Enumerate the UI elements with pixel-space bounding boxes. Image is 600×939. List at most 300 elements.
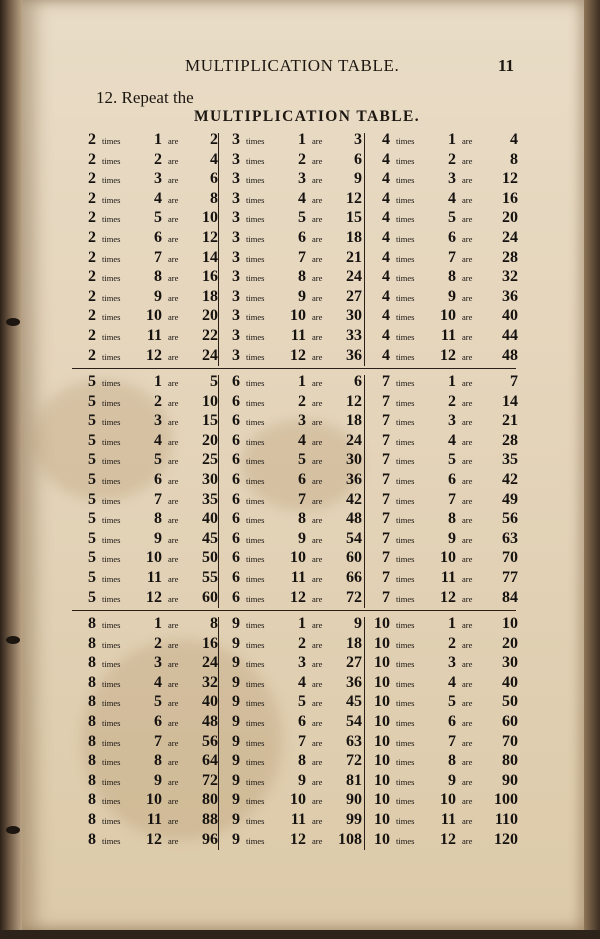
times-word: times bbox=[102, 593, 121, 604]
table-row bbox=[76, 811, 218, 831]
multiplicand: 4 bbox=[382, 327, 390, 344]
are-word: are bbox=[462, 312, 473, 323]
table-row bbox=[368, 530, 518, 550]
are-word: are bbox=[462, 639, 473, 650]
product: 45 bbox=[346, 693, 362, 711]
times-word: times bbox=[102, 776, 121, 787]
multiplier: 10 bbox=[290, 791, 306, 809]
times-word: times bbox=[396, 273, 415, 284]
are-word: are bbox=[168, 155, 179, 166]
product: 60 bbox=[502, 713, 518, 730]
table-row bbox=[222, 654, 362, 674]
column-divider bbox=[364, 375, 365, 608]
multiplicand: 3 bbox=[232, 307, 240, 325]
times-word: times bbox=[246, 397, 265, 408]
multiplier: 12 bbox=[440, 346, 456, 364]
are-word: are bbox=[168, 292, 179, 303]
product: 22 bbox=[202, 327, 218, 344]
table-row bbox=[222, 190, 362, 210]
table-row bbox=[222, 471, 362, 491]
are-word: are bbox=[312, 436, 323, 447]
product: 48 bbox=[502, 346, 518, 364]
are-word: are bbox=[312, 718, 323, 728]
multiplicand: 5 bbox=[88, 588, 96, 606]
table-row bbox=[222, 589, 362, 609]
product: 18 bbox=[346, 229, 362, 246]
are-word: are bbox=[168, 678, 179, 689]
multiplier: 8 bbox=[298, 510, 306, 528]
are-word: are bbox=[312, 495, 323, 506]
are-word: are bbox=[462, 698, 473, 709]
multiplier: 5 bbox=[448, 209, 456, 227]
are-word: are bbox=[462, 155, 473, 166]
table-row bbox=[76, 209, 218, 229]
multiplicand: 6 bbox=[232, 471, 240, 488]
times-word: times bbox=[102, 194, 121, 205]
are-word: are bbox=[312, 214, 323, 225]
multiplicand: 3 bbox=[232, 209, 240, 227]
are-word: are bbox=[462, 776, 473, 787]
product: 15 bbox=[346, 209, 362, 227]
running-title: MULTIPLICATION TABLE. bbox=[185, 56, 400, 75]
times-word: times bbox=[102, 397, 121, 408]
multiplier: 11 bbox=[440, 327, 456, 344]
multiplier: 2 bbox=[154, 392, 162, 410]
table-row bbox=[222, 307, 362, 327]
product: 9 bbox=[354, 170, 362, 188]
table-row bbox=[222, 752, 362, 772]
multiplicand: 7 bbox=[382, 431, 390, 449]
multiplier: 10 bbox=[146, 549, 162, 567]
multiplier: 6 bbox=[298, 229, 306, 246]
multiplier: 4 bbox=[154, 431, 162, 449]
are-word: are bbox=[168, 659, 179, 670]
multiplicand: 2 bbox=[88, 287, 96, 305]
table-row bbox=[76, 131, 218, 151]
multiplicand: 3 bbox=[232, 346, 240, 364]
table-row bbox=[76, 471, 218, 491]
product: 54 bbox=[346, 713, 362, 730]
multiplicand: 10 bbox=[374, 791, 390, 809]
times-word: times bbox=[396, 757, 415, 768]
multiplier: 10 bbox=[290, 549, 306, 567]
times-word: times bbox=[102, 214, 121, 225]
multiplier: 1 bbox=[298, 131, 306, 148]
table-row bbox=[222, 170, 362, 190]
are-word: are bbox=[312, 534, 323, 545]
table-row bbox=[368, 412, 518, 432]
multiplier: 11 bbox=[146, 569, 162, 586]
multiplicand: 6 bbox=[232, 490, 240, 508]
times-word: times bbox=[246, 796, 265, 807]
table-row bbox=[222, 569, 362, 589]
column-divider bbox=[218, 133, 219, 366]
times-word: times bbox=[246, 351, 265, 362]
times-word: times bbox=[396, 737, 415, 748]
are-word: are bbox=[462, 737, 473, 748]
multiplicand: 8 bbox=[88, 673, 96, 691]
are-word: are bbox=[168, 194, 179, 205]
product: 72 bbox=[346, 752, 362, 770]
are-word: are bbox=[462, 593, 473, 604]
are-word: are bbox=[312, 292, 323, 303]
table-row bbox=[76, 347, 218, 367]
times-word: times bbox=[102, 456, 121, 467]
table-row bbox=[222, 811, 362, 831]
multiplier: 11 bbox=[290, 327, 306, 344]
table-row bbox=[222, 131, 362, 151]
product: 70 bbox=[502, 732, 518, 750]
multiplier: 9 bbox=[154, 529, 162, 547]
are-word: are bbox=[462, 234, 473, 244]
multiplicand: 5 bbox=[88, 373, 96, 390]
are-word: are bbox=[168, 456, 179, 467]
are-word: are bbox=[168, 332, 179, 342]
multiplicand: 4 bbox=[382, 307, 390, 325]
multiplier: 7 bbox=[298, 248, 306, 266]
multiplier: 9 bbox=[154, 771, 162, 789]
page-number: 11 bbox=[498, 56, 515, 75]
table-row bbox=[76, 229, 218, 249]
table-row bbox=[222, 831, 362, 851]
are-word: are bbox=[462, 796, 473, 807]
are-word: are bbox=[168, 495, 179, 506]
multiplier: 6 bbox=[154, 713, 162, 730]
multiplier: 7 bbox=[298, 732, 306, 750]
multiplier: 12 bbox=[290, 346, 306, 364]
multiplier: 8 bbox=[448, 752, 456, 770]
are-word: are bbox=[168, 476, 179, 486]
table-row bbox=[76, 549, 218, 569]
product: 5 bbox=[210, 373, 218, 390]
table-row bbox=[76, 393, 218, 413]
multiplicand: 2 bbox=[88, 268, 96, 286]
product: 16 bbox=[502, 189, 518, 207]
multiplicand: 3 bbox=[232, 268, 240, 286]
product: 30 bbox=[202, 471, 218, 488]
are-word: are bbox=[462, 835, 473, 846]
multiplicand: 4 bbox=[382, 346, 390, 364]
table-row bbox=[222, 412, 362, 432]
binding-hole bbox=[6, 318, 20, 326]
table-row bbox=[76, 674, 218, 694]
multiplicand: 2 bbox=[88, 248, 96, 266]
table-row bbox=[368, 811, 518, 831]
multiplicand: 7 bbox=[382, 529, 390, 547]
multiplicand: 5 bbox=[88, 569, 96, 586]
times-word: times bbox=[246, 659, 265, 670]
table-row bbox=[368, 131, 518, 151]
product: 48 bbox=[202, 713, 218, 730]
product: 30 bbox=[502, 654, 518, 672]
multiplicand: 8 bbox=[88, 811, 96, 828]
product: 16 bbox=[202, 634, 218, 652]
are-word: are bbox=[312, 175, 323, 186]
are-word: are bbox=[462, 574, 473, 584]
table-row bbox=[368, 772, 518, 792]
table-row bbox=[222, 373, 362, 393]
multiplicand: 4 bbox=[382, 229, 390, 246]
times-word: times bbox=[102, 292, 121, 303]
table-row bbox=[368, 510, 518, 530]
product: 88 bbox=[202, 811, 218, 828]
multiplier: 11 bbox=[440, 811, 456, 828]
times-word: times bbox=[102, 534, 121, 545]
multiplicand: 2 bbox=[88, 209, 96, 227]
multiplicand: 3 bbox=[232, 248, 240, 266]
times-word: times bbox=[102, 136, 121, 146]
are-word: are bbox=[462, 456, 473, 467]
multiplicand: 10 bbox=[374, 771, 390, 789]
are-word: are bbox=[168, 620, 179, 630]
times-word: times bbox=[396, 175, 415, 186]
are-word: are bbox=[462, 620, 473, 630]
multiplier: 3 bbox=[154, 170, 162, 188]
multiplicand: 10 bbox=[374, 693, 390, 711]
multiplier: 5 bbox=[298, 209, 306, 227]
table-row bbox=[368, 307, 518, 327]
are-word: are bbox=[168, 835, 179, 846]
table-row bbox=[368, 451, 518, 471]
multiplier: 4 bbox=[298, 189, 306, 207]
table-row bbox=[368, 170, 518, 190]
are-word: are bbox=[462, 678, 473, 689]
multiplier: 9 bbox=[298, 529, 306, 547]
table-row bbox=[368, 229, 518, 249]
table-row bbox=[222, 451, 362, 471]
times-word: times bbox=[246, 312, 265, 323]
times-word: times bbox=[246, 234, 265, 244]
multiplier: 3 bbox=[448, 412, 456, 430]
table-row bbox=[222, 733, 362, 753]
multiplicand: 2 bbox=[88, 307, 96, 325]
are-word: are bbox=[312, 332, 323, 342]
multiplier: 2 bbox=[298, 634, 306, 652]
are-word: are bbox=[462, 194, 473, 205]
table-row bbox=[76, 451, 218, 471]
times-word: times bbox=[246, 698, 265, 709]
are-word: are bbox=[462, 436, 473, 447]
multiplier: 3 bbox=[154, 654, 162, 672]
table-row bbox=[76, 752, 218, 772]
product: 99 bbox=[346, 811, 362, 828]
are-word: are bbox=[168, 378, 179, 388]
table-row bbox=[76, 569, 218, 589]
times-word: times bbox=[246, 214, 265, 225]
multiplicand: 7 bbox=[382, 412, 390, 430]
multiplicand: 8 bbox=[88, 634, 96, 652]
times-word: times bbox=[246, 737, 265, 748]
are-word: are bbox=[168, 757, 179, 768]
multiplicand: 2 bbox=[88, 327, 96, 344]
product: 24 bbox=[502, 229, 518, 246]
multiplicand: 3 bbox=[232, 229, 240, 246]
product: 33 bbox=[346, 327, 362, 344]
multiplicand: 10 bbox=[374, 634, 390, 652]
are-word: are bbox=[168, 574, 179, 584]
product: 80 bbox=[202, 791, 218, 809]
times-word: times bbox=[246, 757, 265, 768]
times-word: times bbox=[246, 639, 265, 650]
multiplier: 1 bbox=[298, 373, 306, 390]
are-word: are bbox=[312, 639, 323, 650]
times-word: times bbox=[102, 253, 121, 264]
table-row bbox=[76, 791, 218, 811]
times-word: times bbox=[396, 639, 415, 650]
multiplicand: 7 bbox=[382, 373, 390, 390]
multiplicand: 5 bbox=[88, 451, 96, 469]
times-word: times bbox=[396, 332, 415, 342]
product: 45 bbox=[202, 529, 218, 547]
times-word: times bbox=[396, 234, 415, 244]
are-word: are bbox=[168, 234, 179, 244]
times-word: times bbox=[102, 476, 121, 486]
multiplier: 6 bbox=[448, 471, 456, 488]
are-word: are bbox=[168, 214, 179, 225]
product: 12 bbox=[346, 189, 362, 207]
product: 90 bbox=[502, 771, 518, 789]
times-word: times bbox=[102, 718, 121, 728]
multiplicand: 3 bbox=[232, 131, 240, 148]
are-word: are bbox=[312, 273, 323, 284]
multiplier: 12 bbox=[146, 346, 162, 364]
product: 35 bbox=[202, 490, 218, 508]
multiplier: 7 bbox=[154, 732, 162, 750]
times-word: times bbox=[102, 659, 121, 670]
are-word: are bbox=[312, 234, 323, 244]
multiplicand: 4 bbox=[382, 287, 390, 305]
table-row bbox=[368, 589, 518, 609]
table-row bbox=[222, 347, 362, 367]
multiplier: 1 bbox=[154, 615, 162, 632]
times-word: times bbox=[246, 476, 265, 486]
page-bottom-edge bbox=[0, 930, 600, 939]
multiplicand: 8 bbox=[88, 615, 96, 632]
times-word: times bbox=[396, 351, 415, 362]
multiplier: 6 bbox=[298, 471, 306, 488]
table-row bbox=[368, 791, 518, 811]
multiplicand: 6 bbox=[232, 588, 240, 606]
multiplier: 8 bbox=[154, 510, 162, 528]
table-row bbox=[76, 412, 218, 432]
multiplier: 6 bbox=[448, 713, 456, 730]
multiplicand: 9 bbox=[232, 693, 240, 711]
are-word: are bbox=[168, 554, 179, 565]
product: 20 bbox=[202, 431, 218, 449]
multiplicand: 6 bbox=[232, 529, 240, 547]
table-row bbox=[222, 791, 362, 811]
are-word: are bbox=[462, 718, 473, 728]
table-row bbox=[222, 229, 362, 249]
times-word: times bbox=[246, 574, 265, 584]
table-row bbox=[368, 471, 518, 491]
times-word: times bbox=[246, 332, 265, 342]
table-row bbox=[76, 491, 218, 511]
multiplier: 8 bbox=[448, 268, 456, 286]
multiplier: 6 bbox=[154, 229, 162, 246]
multiplicand: 4 bbox=[382, 248, 390, 266]
multiplier: 2 bbox=[298, 392, 306, 410]
are-word: are bbox=[462, 378, 473, 388]
table-row bbox=[76, 713, 218, 733]
multiplier: 9 bbox=[154, 287, 162, 305]
multiplier: 2 bbox=[448, 634, 456, 652]
product: 70 bbox=[502, 549, 518, 567]
table-row bbox=[76, 635, 218, 655]
multiplicand: 4 bbox=[382, 268, 390, 286]
multiplicand: 7 bbox=[382, 569, 390, 586]
multiplicand: 5 bbox=[88, 510, 96, 528]
product: 50 bbox=[202, 549, 218, 567]
times-word: times bbox=[102, 574, 121, 584]
times-word: times bbox=[396, 796, 415, 807]
binding-hole bbox=[6, 636, 20, 644]
multiplier: 5 bbox=[448, 693, 456, 711]
are-word: are bbox=[168, 698, 179, 709]
are-word: are bbox=[312, 136, 323, 146]
product: 120 bbox=[494, 830, 518, 848]
times-word: times bbox=[396, 136, 415, 146]
product: 56 bbox=[202, 732, 218, 750]
are-word: are bbox=[312, 698, 323, 709]
times-word: times bbox=[396, 534, 415, 545]
multiplicand: 3 bbox=[232, 150, 240, 168]
multiplier: 12 bbox=[146, 588, 162, 606]
table-row bbox=[368, 268, 518, 288]
product: 12 bbox=[502, 170, 518, 188]
table-row bbox=[222, 491, 362, 511]
multiplicand: 10 bbox=[374, 752, 390, 770]
product: 40 bbox=[502, 307, 518, 325]
times-word: times bbox=[246, 620, 265, 630]
multiplication-table bbox=[72, 127, 516, 852]
product: 96 bbox=[202, 830, 218, 848]
times-word: times bbox=[246, 175, 265, 186]
product: 77 bbox=[502, 569, 518, 586]
table-row bbox=[222, 268, 362, 288]
times-word: times bbox=[396, 776, 415, 787]
table-row bbox=[368, 549, 518, 569]
multiplicand: 7 bbox=[382, 392, 390, 410]
times-word: times bbox=[246, 417, 265, 428]
product: 2 bbox=[210, 131, 218, 148]
multiplier: 7 bbox=[448, 248, 456, 266]
are-word: are bbox=[168, 436, 179, 447]
are-word: are bbox=[462, 292, 473, 303]
table-row bbox=[76, 693, 218, 713]
multiplier: 2 bbox=[154, 634, 162, 652]
multiplicand: 2 bbox=[88, 346, 96, 364]
product: 40 bbox=[202, 510, 218, 528]
product: 20 bbox=[202, 307, 218, 325]
table-row bbox=[76, 327, 218, 347]
table-row bbox=[222, 432, 362, 452]
multiplicand: 9 bbox=[232, 752, 240, 770]
times-word: times bbox=[396, 194, 415, 205]
multiplier: 11 bbox=[146, 327, 162, 344]
table-row bbox=[222, 713, 362, 733]
multiplier: 10 bbox=[440, 307, 456, 325]
multiplier: 9 bbox=[298, 287, 306, 305]
multiplier: 6 bbox=[298, 713, 306, 730]
product: 4 bbox=[510, 131, 518, 148]
multiplicand: 8 bbox=[88, 732, 96, 750]
times-word: times bbox=[102, 155, 121, 166]
multiplier: 8 bbox=[154, 752, 162, 770]
are-word: are bbox=[312, 397, 323, 408]
product: 36 bbox=[346, 346, 362, 364]
multiplicand: 2 bbox=[88, 131, 96, 148]
